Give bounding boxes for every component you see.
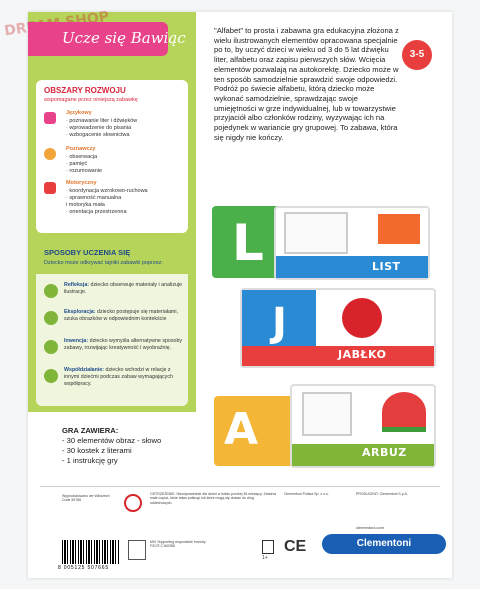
development-areas-card	[36, 80, 188, 233]
banner-text: Ucze się Bawiąc	[62, 29, 186, 47]
ways-subtitle: Dziecko może odkrywać tajniki zabawki poprzez:	[44, 260, 163, 266]
apple-illustration	[342, 298, 382, 338]
age-symbol-icon	[262, 540, 274, 554]
abc-blocks-icon	[44, 112, 56, 124]
hand-icon	[44, 182, 56, 194]
way-label: Eksploracja:	[64, 309, 96, 315]
age-warning-icon	[124, 494, 142, 512]
barcode	[62, 540, 120, 564]
way-text: dziecko postępuje się materiałami, szuka obrazków w odpowiednim kontekście	[64, 309, 178, 322]
way-text: dziecko wchodzi w relacje z innymi dziećmi podczas zabaw wymagających współpracy.	[64, 367, 173, 387]
clementoni-logo: Clementoni	[322, 534, 446, 554]
way-label: Inwencja:	[64, 338, 89, 344]
warning-text: OSTRZEŻENIE. Nieodpowiednie dla dzieci w wieku poniżej 36 miesięcy. Zawiera małe części, które łatwo połknąć lub które mogą się dostać do dróg oddechowych.	[150, 492, 276, 505]
puzzle-letter: L	[232, 214, 264, 272]
brand-banner	[28, 22, 186, 56]
puzzle-letter-piece	[214, 396, 302, 466]
area-item: i motoryka mała	[66, 202, 105, 208]
producer-text: PRODUCENT: Clementoni S.p.A.	[356, 492, 408, 496]
way-text: dziecko wymyśla alternatywne sposoby zabawy, rozwijając kreatywność i wyobraźnię.	[64, 338, 183, 351]
puzzle-slot	[302, 392, 352, 436]
puzzle-word: LIST	[372, 260, 401, 273]
area-item: · wzbogacenie słownictwa	[66, 132, 130, 138]
puzzle-slot	[284, 212, 348, 254]
area-item: · obserwacja	[66, 154, 98, 160]
lightbulb-icon	[44, 148, 56, 160]
box-contents	[62, 426, 212, 466]
age-badge: 3-5	[402, 40, 432, 70]
lightbulb-icon	[44, 340, 58, 354]
puzzle-picture-piece	[240, 288, 436, 368]
watermark-logo: SHOP	[64, 8, 111, 31]
envelope-illustration	[378, 214, 420, 244]
area-group-title: Językowy	[66, 110, 92, 116]
contents-item: - 1 instrukcję gry	[62, 456, 118, 465]
divider	[40, 486, 440, 487]
area-group-title: Motoryczny	[66, 180, 97, 186]
recycle-icon	[128, 540, 146, 560]
made-in: Wyprodukowano we Włoszech Code 50766	[62, 494, 110, 503]
distributor-text: Clementoni Polska Sp. z o.o.	[284, 492, 329, 496]
area-item: · pamięć	[66, 161, 88, 167]
puzzle-letter: J	[272, 300, 287, 346]
way-label: Współdziałanie:	[64, 367, 105, 373]
ways-title: SPOSOBY UCZENIA SIĘ	[44, 248, 131, 257]
area-item: · wprowadzenie do pisania	[66, 125, 132, 131]
fsc-label: MIX Supporting responsible forestry FSC® C160358	[150, 540, 206, 549]
area-item: · koordynacja wzrokowo-ruchowa	[66, 188, 148, 194]
learning-ways-header	[36, 244, 188, 274]
magnifier-icon	[44, 311, 58, 325]
puzzle-word: ARBUZ	[362, 446, 407, 459]
watermelon-illustration	[382, 392, 426, 432]
people-icon	[44, 369, 58, 383]
product-description: "Alfabet" to prosta i zabawna gra edukacyjna złożona z wielu ilustrowanych elementów opracowana specjalnie po to, by uczyć dzieci w wieku od 3 do 5 lat dźwięku liter, alfabetu oraz zapisu pierwszych słów. Wcięcia elementów pozwalają na autokorektę. Dziecko może w ten sposób samodzielnie sprawdzić swoje odpowiedzi. Podróż po świecie alfabetu, którą dziecko może wykonać samodzielnie, sprawdzając swoje umiejętności w grze indywidualnej, lub w towarzystwie przyjaciół albo członków rodziny, wyzywając ich na pojedynek w wariancie gry grupowej. To zabawa, która się nigdy nie kończy.	[214, 26, 399, 142]
eye-icon	[44, 284, 58, 298]
word-strip	[276, 256, 428, 278]
puzzle-word: JABŁKO	[338, 348, 387, 361]
puzzle-picture-piece	[290, 384, 436, 468]
website: clementoni.com	[356, 525, 385, 530]
puzzle-picture-piece	[274, 206, 430, 280]
area-item: · rozumowanie	[66, 168, 103, 174]
puzzle-letter: A	[224, 404, 259, 455]
age-mark: 1+	[262, 555, 268, 561]
areas-subtitle: wspomagane przez niniejszą zabawkę	[44, 97, 138, 103]
contents-title: GRA ZAWIERA:	[62, 426, 119, 435]
contents-item: - 30 elementów obraz - słowo	[62, 436, 162, 445]
way-text: dziecko obserwuje materiały i analizuje ilustracje.	[64, 282, 183, 295]
way-label: Refleksja:	[64, 282, 90, 288]
area-item: · orientacja przestrzenna	[66, 209, 127, 215]
area-group-title: Poznawczy	[66, 146, 96, 152]
ce-mark-icon: CE	[284, 538, 307, 555]
areas-title: OBSZARY ROZWOJU	[44, 86, 126, 95]
area-item: · poznawanie liter i dźwięków	[66, 118, 138, 124]
ways-list	[36, 276, 188, 406]
contents-item: - 30 kostek z literami	[62, 446, 132, 455]
barcode-number: 8 005125 507665	[58, 565, 109, 571]
area-item: · sprawność manualna	[66, 195, 122, 201]
